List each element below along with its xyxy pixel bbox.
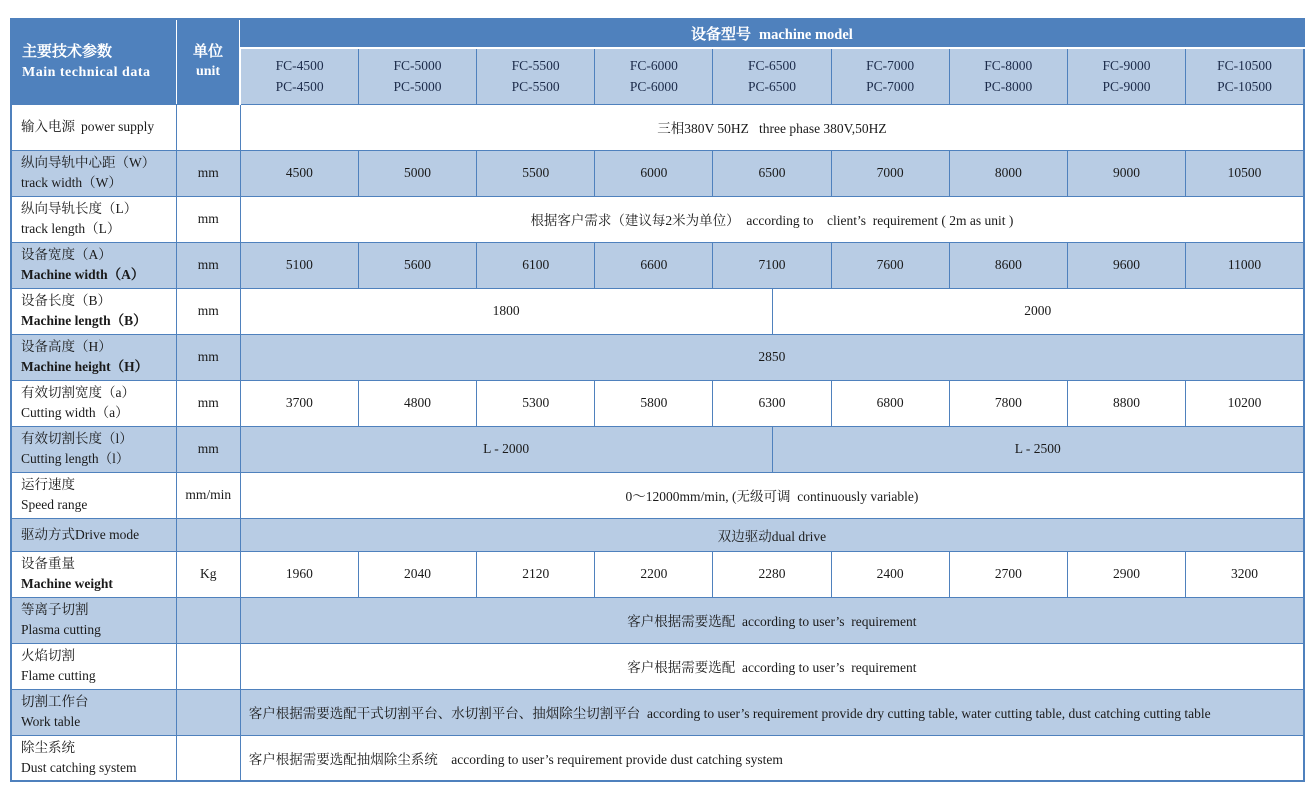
param-label-en: Machine width（A） <box>21 267 145 282</box>
model-line1: FC-4500 <box>275 58 324 74</box>
unit-cell: mm <box>176 288 240 334</box>
param-label-zh: 设备重量 <box>21 556 75 571</box>
model-line2: PC-6000 <box>629 79 678 95</box>
machine-model-header <box>240 19 1304 48</box>
unit-cell: mm <box>176 242 240 288</box>
value-cell: 2280 <box>713 551 831 597</box>
param-label-zh: 设备长度（B） <box>21 293 112 308</box>
param-label <box>11 196 176 242</box>
model-line2: PC-7000 <box>866 79 915 95</box>
value-cell: 3200 <box>1186 551 1304 597</box>
spec-row <box>11 288 1304 334</box>
model-line2: PC-8000 <box>984 79 1033 95</box>
value-cell: 5600 <box>358 242 476 288</box>
full-span-value-cell: 客户根据需要选配抽烟除尘系统 according to user’s requirement provide dust catching system <box>240 735 1304 781</box>
unit-cell: mm <box>176 196 240 242</box>
unit-cell: Kg <box>176 551 240 597</box>
value-cell: 9600 <box>1067 242 1185 288</box>
model-header-fc-9000 <box>1067 48 1185 104</box>
value-cell: 2200 <box>595 551 713 597</box>
spec-row <box>11 472 1304 518</box>
value-cell: 4500 <box>240 150 358 196</box>
half-span-value-cell: 1800 <box>240 288 772 334</box>
value-cell: 8000 <box>949 150 1067 196</box>
unit-cell: mm/min <box>176 472 240 518</box>
spec-row <box>11 597 1304 643</box>
unit-cell <box>176 643 240 689</box>
model-line2: PC-5500 <box>511 79 560 95</box>
param-label <box>11 643 176 689</box>
full-span-value-cell: 三相380V 50HZ three phase 380V,50HZ <box>240 104 1304 150</box>
param-label-zh: 输入电源 <box>21 119 75 134</box>
param-label-en: Machine length（B） <box>21 313 147 328</box>
value-cell: 6800 <box>831 380 949 426</box>
model-line1: FC-6000 <box>629 58 678 74</box>
model-line2: PC-9000 <box>1102 79 1151 95</box>
spec-row <box>11 150 1304 196</box>
param-label-zh: 切割工作台 <box>21 694 89 709</box>
param-label-en: power supply <box>81 119 155 134</box>
value-cell: 11000 <box>1186 242 1304 288</box>
param-label <box>11 104 176 150</box>
full-span-value-cell: 根据客户需求（建议每2米为单位） according to client’s requirement ( 2m as unit ) <box>240 196 1304 242</box>
spec-row <box>11 242 1304 288</box>
spec-table-body <box>11 104 1304 781</box>
model-header-fc-10500 <box>1186 48 1304 104</box>
model-header-fc-4500 <box>240 48 358 104</box>
model-line1: FC-5500 <box>511 58 560 74</box>
param-label-zh: 除尘系统 <box>21 739 75 755</box>
unit-cell: mm <box>176 380 240 426</box>
value-cell: 7600 <box>831 242 949 288</box>
value-cell: 10200 <box>1186 380 1304 426</box>
param-label <box>11 472 176 518</box>
param-label <box>11 689 176 735</box>
model-header-fc-7000 <box>831 48 949 104</box>
model-line1: FC-10500 <box>1217 58 1272 74</box>
unit-header-zh: 单位 <box>193 44 224 61</box>
spec-row <box>11 518 1304 551</box>
model-line1: FC-7000 <box>866 58 915 74</box>
value-cell: 7800 <box>949 380 1067 426</box>
param-label-zh: 纵向导轨中心距（W） <box>21 155 156 170</box>
value-cell: 6100 <box>477 242 595 288</box>
model-line1: FC-8000 <box>984 58 1033 74</box>
unit-cell <box>176 689 240 735</box>
param-label-zh: 设备高度（H） <box>21 339 112 354</box>
full-span-value-cell: 双边驱动dual drive <box>240 518 1304 551</box>
full-span-value-cell: 客户根据需要选配 according to user’s requirement <box>240 597 1304 643</box>
unit-cell <box>176 735 240 781</box>
param-label <box>11 426 176 472</box>
param-label-zh: 火焰切割 <box>21 648 75 663</box>
full-span-value-cell: 客户根据需要选配干式切割平台、水切割平台、抽烟除尘切割平台 according to user’s requirement provide dry cutting table, water cutting table, dust catching cutting table <box>240 689 1304 735</box>
spec-row <box>11 643 1304 689</box>
value-cell: 2400 <box>831 551 949 597</box>
value-cell: 9000 <box>1067 150 1185 196</box>
main-technical-data-zh: 主要技术参数 <box>22 43 113 60</box>
full-span-value-cell: 0～12000mm/min, (无级可调 continuously variable) <box>240 472 1304 518</box>
unit-header-en: unit <box>195 64 221 80</box>
param-label-en: track width（W） <box>21 175 122 190</box>
model-line2: PC-6500 <box>747 79 796 95</box>
machine-model-header-zh: 设备型号 <box>690 27 751 43</box>
spec-row <box>11 380 1304 426</box>
model-header-fc-6500 <box>713 48 831 104</box>
param-label-zh: 纵向导轨长度（L） <box>21 201 138 216</box>
spec-row <box>11 334 1304 380</box>
spec-table <box>10 18 1305 782</box>
half-span-value-cell: 2000 <box>772 288 1304 334</box>
param-label-en: Work table <box>21 714 81 729</box>
param-label-en: Cutting length（l） <box>21 451 130 466</box>
spec-row <box>11 426 1304 472</box>
spec-row <box>11 735 1304 781</box>
value-cell: 1960 <box>240 551 358 597</box>
param-label-zh: 设备宽度（A） <box>21 247 112 262</box>
param-label-en: Speed range <box>21 497 88 512</box>
param-label <box>11 288 176 334</box>
spec-row <box>11 196 1304 242</box>
unit-cell <box>176 518 240 551</box>
spec-row <box>11 689 1304 735</box>
value-cell: 6000 <box>595 150 713 196</box>
param-label-en: Flame cutting <box>21 668 96 683</box>
param-label-zh: 运行速度 <box>21 477 75 492</box>
model-header-fc-8000 <box>949 48 1067 104</box>
param-label-zh: 驱动方式 <box>21 526 75 542</box>
value-cell: 3700 <box>240 380 358 426</box>
model-line2: PC-5000 <box>393 79 442 95</box>
model-line1: FC-5000 <box>393 58 442 74</box>
param-label <box>11 380 176 426</box>
value-cell: 5300 <box>477 380 595 426</box>
machine-model-header-en: machine model <box>758 27 853 43</box>
main-technical-data-header <box>11 19 176 104</box>
value-cell: 5800 <box>595 380 713 426</box>
value-cell: 2700 <box>949 551 1067 597</box>
unit-header <box>176 19 240 104</box>
param-label <box>11 735 176 781</box>
param-label-en: Cutting width（a） <box>21 405 129 420</box>
value-cell: 6300 <box>713 380 831 426</box>
header-band-row <box>11 19 1304 48</box>
param-label-en: Plasma cutting <box>21 622 101 637</box>
param-label-zh: 有效切割长度（l） <box>21 431 133 446</box>
spec-row <box>11 551 1304 597</box>
full-span-value-cell: 客户根据需要选配 according to user’s requirement <box>240 643 1304 689</box>
param-label <box>11 518 176 551</box>
param-label-en: track length（L） <box>21 221 121 236</box>
unit-cell <box>176 104 240 150</box>
value-cell: 2900 <box>1067 551 1185 597</box>
value-cell: 8800 <box>1067 380 1185 426</box>
model-line2: PC-4500 <box>275 79 324 95</box>
param-label-en: Machine height（H） <box>21 359 149 374</box>
param-label <box>11 150 176 196</box>
param-label <box>11 551 176 597</box>
unit-cell: mm <box>176 334 240 380</box>
value-cell: 4800 <box>358 380 476 426</box>
half-span-value-cell: L - 2500 <box>772 426 1304 472</box>
main-technical-data-en: Main technical data <box>22 64 151 80</box>
half-span-value-cell: L - 2000 <box>240 426 772 472</box>
param-label-en: Dust catching system <box>21 759 137 775</box>
param-label-en: Machine weight <box>21 576 113 591</box>
param-label <box>11 334 176 380</box>
value-cell: 7100 <box>713 242 831 288</box>
value-cell: 5000 <box>358 150 476 196</box>
model-header-fc-5500 <box>477 48 595 104</box>
value-cell: 7000 <box>831 150 949 196</box>
param-label-en: Drive mode <box>75 526 140 542</box>
model-header-fc-5000 <box>358 48 476 104</box>
model-line1: FC-6500 <box>747 58 796 74</box>
param-label-zh: 有效切割宽度（a） <box>21 385 135 400</box>
model-header-fc-6000 <box>595 48 713 104</box>
value-cell: 6600 <box>595 242 713 288</box>
unit-cell: mm <box>176 426 240 472</box>
full-span-value-cell: 2850 <box>240 334 1304 380</box>
model-line2: PC-10500 <box>1217 79 1272 95</box>
param-label <box>11 597 176 643</box>
spec-row <box>11 104 1304 150</box>
param-label-zh: 等离子切割 <box>21 602 89 617</box>
value-cell: 5100 <box>240 242 358 288</box>
param-label <box>11 242 176 288</box>
value-cell: 2120 <box>477 551 595 597</box>
value-cell: 10500 <box>1186 150 1304 196</box>
value-cell: 8600 <box>949 242 1067 288</box>
value-cell: 5500 <box>477 150 595 196</box>
model-line1: FC-9000 <box>1102 58 1151 74</box>
unit-cell: mm <box>176 150 240 196</box>
value-cell: 2040 <box>358 551 476 597</box>
value-cell: 6500 <box>713 150 831 196</box>
unit-cell <box>176 597 240 643</box>
